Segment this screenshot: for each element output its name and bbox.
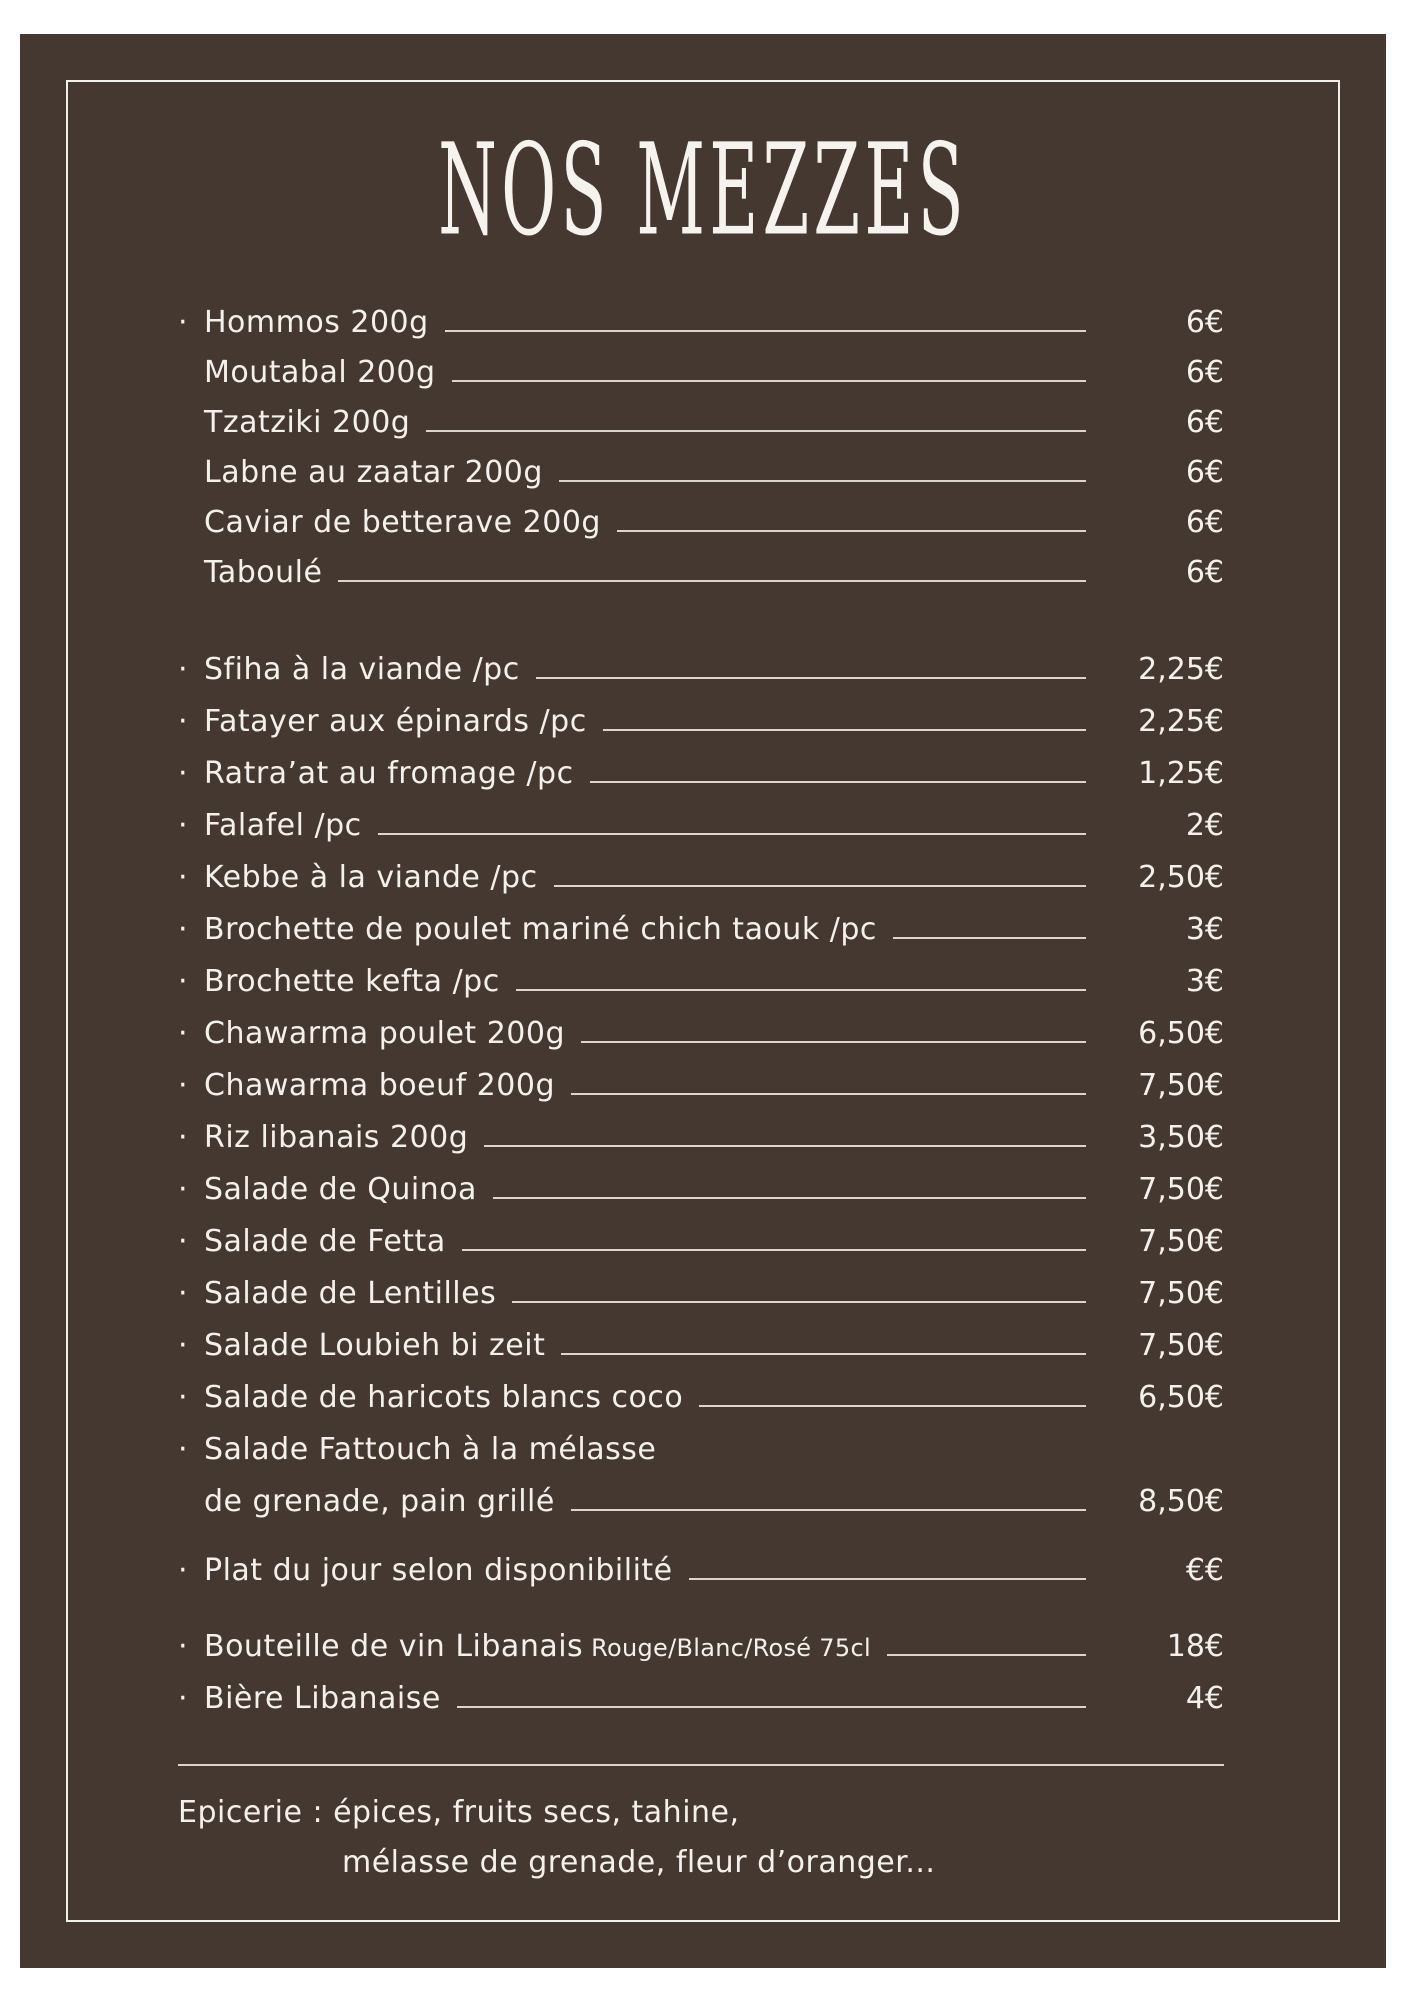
epicerie-line2: mélasse de grenade, fleur d’oranger... xyxy=(342,1845,936,1880)
menu-section-boissons xyxy=(178,1620,1224,1724)
menu-item-row xyxy=(178,497,1224,547)
item-bullet: · xyxy=(178,1628,188,1664)
leader-line xyxy=(445,330,1086,332)
menu-section-plat xyxy=(178,1544,1224,1596)
leader-line xyxy=(581,1041,1086,1043)
item-price: 7,50€ xyxy=(1138,1275,1224,1311)
menu-item-row-continuation xyxy=(178,1475,1224,1527)
item-bullet: · xyxy=(178,911,188,947)
menu-title: NOS MEZZES xyxy=(438,116,968,264)
menu-section-froids xyxy=(178,297,1224,597)
leader-line xyxy=(893,937,1086,939)
item-price: 2€ xyxy=(1185,807,1224,843)
item-price: 18€ xyxy=(1166,1628,1224,1664)
item-bullet: · xyxy=(178,963,188,999)
item-price: 6€ xyxy=(1185,504,1224,540)
leader-line xyxy=(617,530,1086,532)
menu-item-row xyxy=(178,447,1224,497)
item-label: Sfiha à la viande /pc xyxy=(204,651,520,687)
item-price: 1,25€ xyxy=(1138,755,1224,791)
item-bullet: · xyxy=(178,651,188,687)
item-label: Salade de Fetta xyxy=(204,1223,446,1259)
item-price: 7,50€ xyxy=(1138,1171,1224,1207)
item-price: 8,50€ xyxy=(1138,1483,1224,1519)
menu-item-row xyxy=(178,851,1224,903)
leader-line xyxy=(571,1093,1086,1095)
item-price: 4€ xyxy=(1185,1680,1224,1716)
item-label: Fatayer aux épinards /pc xyxy=(204,703,587,739)
menu-item-row xyxy=(178,695,1224,747)
leader-line xyxy=(571,1509,1086,1511)
item-bullet: · xyxy=(178,1171,188,1207)
menu-item-row xyxy=(178,1059,1224,1111)
menu-item-row xyxy=(178,297,1224,347)
leader-line xyxy=(699,1405,1086,1407)
leader-line xyxy=(378,833,1086,835)
menu-item-row xyxy=(178,397,1224,447)
menu-item-row xyxy=(178,1672,1224,1724)
menu-item-row xyxy=(178,1423,1224,1475)
item-label: Salade de Quinoa xyxy=(204,1171,477,1207)
item-label: Kebbe à la viande /pc xyxy=(204,859,538,895)
menu-item-row xyxy=(178,1267,1224,1319)
item-label: Labne au zaatar 200g xyxy=(204,454,543,490)
item-price: €€ xyxy=(1185,1552,1224,1588)
menu-item-row xyxy=(178,1215,1224,1267)
leader-line xyxy=(536,677,1086,679)
item-price: 6,50€ xyxy=(1138,1015,1224,1051)
menu-item-row xyxy=(178,1163,1224,1215)
menu-item-row xyxy=(178,1319,1224,1371)
item-price: 6€ xyxy=(1185,354,1224,390)
leader-line xyxy=(554,885,1086,887)
item-bullet: · xyxy=(178,1015,188,1051)
item-price: 6€ xyxy=(1185,454,1224,490)
item-label: Caviar de betterave 200g xyxy=(204,504,601,540)
item-bullet: · xyxy=(178,1275,188,1311)
item-bullet: · xyxy=(178,1431,188,1467)
item-label: Moutabal 200g xyxy=(204,354,436,390)
leader-line xyxy=(516,989,1086,991)
menu-item-row xyxy=(178,903,1224,955)
item-label: Taboulé xyxy=(204,554,323,590)
item-price: 2,25€ xyxy=(1138,703,1224,739)
item-label: Tzatziki 200g xyxy=(204,404,411,440)
menu-item-row xyxy=(178,1371,1224,1423)
menu-sections xyxy=(178,297,1224,1888)
item-price: 6,50€ xyxy=(1138,1379,1224,1415)
menu-item-row xyxy=(178,799,1224,851)
menu-section-chauds xyxy=(178,643,1224,1527)
item-bullet: · xyxy=(178,755,188,791)
item-bullet: · xyxy=(178,859,188,895)
item-price: 2,50€ xyxy=(1138,859,1224,895)
item-price: 7,50€ xyxy=(1138,1327,1224,1363)
leader-line xyxy=(493,1197,1086,1199)
item-price: 6€ xyxy=(1185,554,1224,590)
item-bullet: · xyxy=(178,1552,188,1588)
item-bullet: · xyxy=(178,1067,188,1103)
epicerie-line1: Epicerie : épices, fruits secs, tahine, xyxy=(178,1795,740,1830)
item-price: 6€ xyxy=(1185,304,1224,340)
item-label: Brochette de poulet mariné chich taouk /pc xyxy=(204,911,877,947)
leader-line xyxy=(559,480,1086,482)
menu-item-row xyxy=(178,347,1224,397)
leader-line xyxy=(484,1145,1086,1147)
leader-line xyxy=(887,1654,1086,1656)
item-label: Riz libanais 200g xyxy=(204,1119,469,1155)
item-bullet: · xyxy=(178,1379,188,1415)
item-bullet: · xyxy=(178,1223,188,1259)
item-price: 7,50€ xyxy=(1138,1223,1224,1259)
item-label: Salade de haricots blancs coco xyxy=(204,1379,684,1415)
menu-item-row xyxy=(178,1111,1224,1163)
leader-line xyxy=(338,580,1086,582)
item-label: Plat du jour selon disponibilité xyxy=(204,1552,673,1588)
item-bullet: · xyxy=(178,1119,188,1155)
item-label: de grenade, pain grillé xyxy=(204,1483,555,1519)
item-bullet: · xyxy=(178,703,188,739)
item-label: Chawarma poulet 200g xyxy=(204,1015,566,1051)
item-price: 2,25€ xyxy=(1138,651,1224,687)
menu-card xyxy=(20,34,1386,1968)
leader-line xyxy=(457,1706,1086,1708)
menu-item-row xyxy=(178,547,1224,597)
leader-line xyxy=(689,1578,1086,1580)
leader-line xyxy=(512,1301,1086,1303)
epicerie-note xyxy=(178,1788,1224,1888)
item-bullet: · xyxy=(178,807,188,843)
leader-line xyxy=(561,1353,1086,1355)
item-price: 7,50€ xyxy=(1138,1067,1224,1103)
menu-item-row xyxy=(178,1620,1224,1672)
item-label: Brochette kefta /pc xyxy=(204,963,500,999)
item-label: Salade de Lentilles xyxy=(204,1275,497,1311)
item-label: Salade Loubieh bi zeit xyxy=(204,1327,546,1363)
footer-divider xyxy=(178,1764,1224,1766)
item-label: Chawarma boeuf 200g xyxy=(204,1067,555,1103)
item-label: Bière Libanaise xyxy=(204,1680,441,1716)
leader-line xyxy=(603,729,1086,731)
leader-line xyxy=(590,781,1086,783)
item-sublabel: Rouge/Blanc/Rosé 75cl xyxy=(583,1633,871,1662)
item-bullet: · xyxy=(178,304,188,340)
item-price: 6€ xyxy=(1185,404,1224,440)
item-label: Bouteille de vin Libanais Rouge/Blanc/Rosé 75cl xyxy=(204,1628,871,1664)
item-label: Salade Fattouch à la mélasse xyxy=(204,1431,657,1467)
leader-line xyxy=(426,430,1086,432)
item-bullet: · xyxy=(178,1680,188,1716)
item-price: 3€ xyxy=(1185,911,1224,947)
item-bullet: · xyxy=(178,1327,188,1363)
item-price: 3€ xyxy=(1185,963,1224,999)
menu-item-row xyxy=(178,1544,1224,1596)
menu-item-row xyxy=(178,747,1224,799)
menu-item-row xyxy=(178,955,1224,1007)
menu-item-row xyxy=(178,1007,1224,1059)
leader-line xyxy=(452,380,1087,382)
item-label: Ratra’at au fromage /pc xyxy=(204,755,574,791)
item-label: Falafel /pc xyxy=(204,807,362,843)
leader-line xyxy=(462,1249,1086,1251)
item-label: Hommos 200g xyxy=(204,304,429,340)
menu-item-row xyxy=(178,643,1224,695)
item-price: 3,50€ xyxy=(1138,1119,1224,1155)
